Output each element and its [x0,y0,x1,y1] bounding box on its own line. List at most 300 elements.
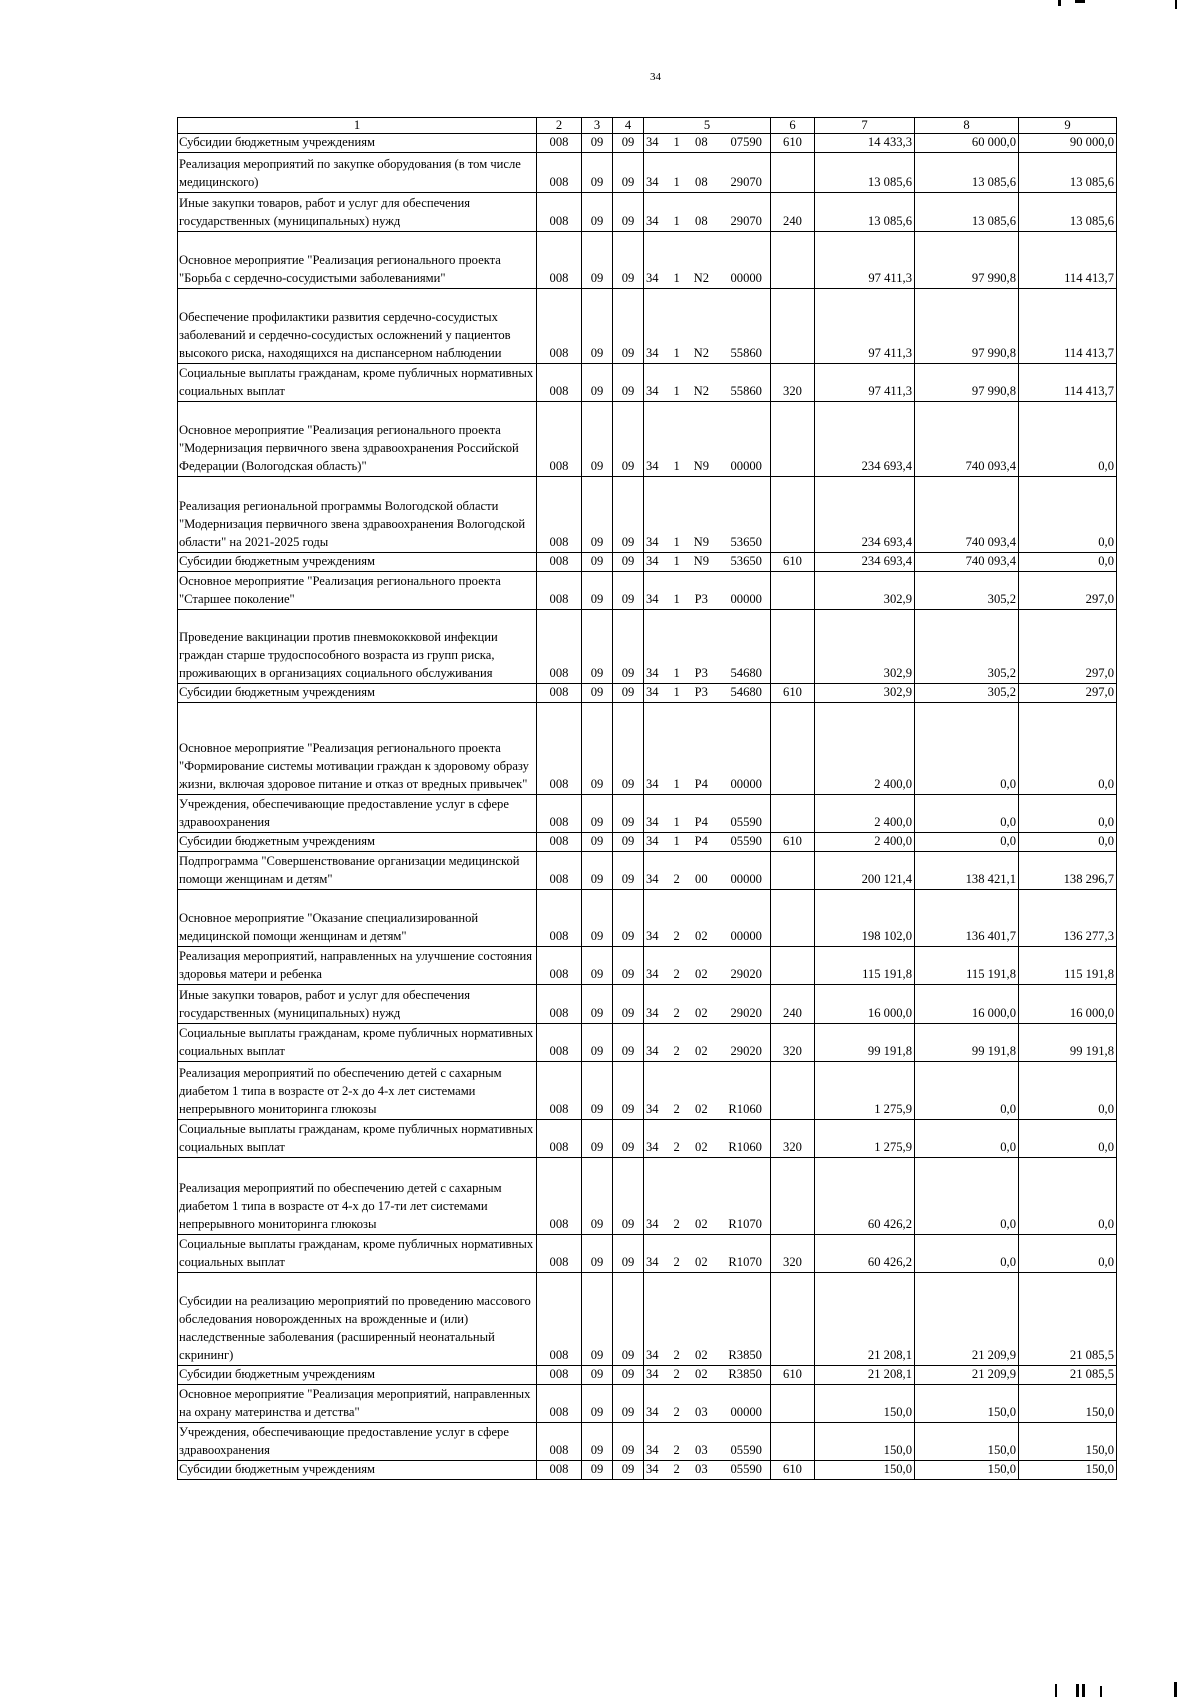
expense-name: Социальные выплаты гражданам, кроме публичных нормативных социальных выплат [178,1234,537,1272]
table-row [178,1157,1117,1234]
subsection-code: 09 [613,609,644,683]
table-row [178,288,1117,363]
program-code: 34 [646,175,659,189]
ministry-code: 008 [537,702,582,794]
amount-col-7: 234 693,4 [815,552,915,571]
subsection-code: 09 [613,552,644,571]
event-code: 03 [695,1462,708,1476]
expense-type-code [771,1272,815,1365]
header-cell: 5 [644,118,771,134]
expense-type-code: 610 [771,1365,815,1384]
target-article-code [644,1384,771,1422]
table-row [178,152,1117,192]
expense-name: Субсидии бюджетным учреждениям [178,1460,537,1479]
subsection-code: 09 [613,1023,644,1061]
subprogram-code: 2 [673,872,680,886]
section-code: 09 [582,851,613,889]
event-code: N9 [693,535,710,549]
amount-col-7: 1 275,9 [815,1119,915,1157]
expense-name: Субсидии на реализацию мероприятий по проведению массового обследования новорожденных на врожденные и (или) наследственные заболевания (расширенный неонатальный скрининг) [178,1272,537,1365]
target-article-code [644,1422,771,1460]
amount-col-8: 21 209,9 [915,1272,1019,1365]
amount-col-9: 0,0 [1019,1157,1117,1234]
section-code: 09 [582,1234,613,1272]
target-article-code [644,851,771,889]
target-article-code [644,683,771,702]
table-row [178,683,1117,702]
subprogram-code: 1 [673,535,680,549]
program-code: 34 [646,1367,659,1381]
amount-col-9: 99 191,8 [1019,1023,1117,1061]
direction-code: 05590 [730,834,762,848]
subsection-code: 09 [613,1460,644,1479]
expense-type-code [771,476,815,552]
target-article-code [644,288,771,363]
expense-name: Основное мероприятие "Реализация регионального проекта "Старшее поколение" [178,571,537,609]
amount-col-9: 150,0 [1019,1422,1117,1460]
ministry-code: 008 [537,832,582,851]
expense-name: Основное мероприятие "Реализация регионального проекта "Формирование системы мотивации граждан к здоровому образу жизни, включая здоровое питание и отказ от вредных привычек" [178,702,537,794]
expense-type-code [771,609,815,683]
section-code: 09 [582,1272,613,1365]
subprogram-code: 2 [673,1348,680,1362]
subprogram-code: 2 [673,1140,680,1154]
table-row [178,889,1117,946]
target-article-code [644,609,771,683]
amount-col-9: 21 085,5 [1019,1272,1117,1365]
event-code: 02 [695,1044,708,1058]
subsection-code: 09 [613,1061,644,1119]
subsection-code: 09 [613,134,644,153]
table-row [178,1460,1117,1479]
expense-type-code: 320 [771,1023,815,1061]
table-row [178,1272,1117,1365]
amount-col-8: 150,0 [915,1422,1019,1460]
expense-name: Основное мероприятие "Реализация мероприятий, направленных на охрану материнства и детства" [178,1384,537,1422]
amount-col-9: 297,0 [1019,571,1117,609]
amount-col-7: 60 426,2 [815,1234,915,1272]
subprogram-code: 1 [673,834,680,848]
amount-col-8: 13 085,6 [915,192,1019,231]
amount-col-7: 198 102,0 [815,889,915,946]
table-row [178,231,1117,288]
ministry-code: 008 [537,476,582,552]
amount-col-7: 97 411,3 [815,288,915,363]
expense-name: Основное мероприятие "Оказание специализированной медицинской помощи женщинам и детям" [178,889,537,946]
expense-type-code [771,288,815,363]
direction-code: 00000 [730,929,762,943]
amount-col-8: 13 085,6 [915,152,1019,192]
ministry-code: 008 [537,1365,582,1384]
program-code: 34 [646,1255,659,1269]
expense-type-code [771,946,815,984]
header-cell: 2 [537,118,582,134]
subprogram-code: 2 [673,967,680,981]
event-code: N2 [693,384,710,398]
subprogram-code: 1 [673,346,680,360]
amount-col-9: 297,0 [1019,683,1117,702]
expense-name: Реализация мероприятий по обеспечению детей с сахарным диабетом 1 типа в возрасте от 2-х до 4-х лет системами непрерывного мониторинга глюкозы [178,1061,537,1119]
direction-code: R3850 [728,1367,762,1381]
subprogram-code: 2 [673,1405,680,1419]
subprogram-code: 1 [673,459,680,473]
amount-col-9: 0,0 [1019,1119,1117,1157]
program-code: 34 [646,459,659,473]
expense-name: Субсидии бюджетным учреждениям [178,832,537,851]
expense-type-code [771,851,815,889]
expense-name: Социальные выплаты гражданам, кроме публичных нормативных социальных выплат [178,1023,537,1061]
ministry-code: 008 [537,1422,582,1460]
event-code: P3 [694,592,708,606]
target-article-code [644,984,771,1023]
subprogram-code: 2 [673,1102,680,1116]
direction-code: 29070 [730,214,762,228]
subsection-code: 09 [613,1272,644,1365]
target-article-code [644,1119,771,1157]
amount-col-7: 302,9 [815,683,915,702]
table-row [178,1365,1117,1384]
ministry-code: 008 [537,231,582,288]
direction-code: 00000 [730,459,762,473]
expense-type-code [771,152,815,192]
ministry-code: 008 [537,683,582,702]
amount-col-9: 114 413,7 [1019,231,1117,288]
ministry-code: 008 [537,1061,582,1119]
target-article-code [644,1460,771,1479]
event-code: 02 [695,1348,708,1362]
subsection-code: 09 [613,702,644,794]
table-row [178,1023,1117,1061]
scan-mark [1055,1684,1057,1697]
ministry-code: 008 [537,1460,582,1479]
expense-type-code [771,1157,815,1234]
target-article-code [644,794,771,832]
target-article-code [644,476,771,552]
amount-col-7: 97 411,3 [815,363,915,401]
direction-code: 05590 [730,1462,762,1476]
amount-col-7: 2 400,0 [815,794,915,832]
subsection-code: 09 [613,851,644,889]
header-cell: 8 [915,118,1019,134]
amount-col-8: 97 990,8 [915,288,1019,363]
target-article-code [644,571,771,609]
expense-name: Основное мероприятие "Реализация регионального проекта "Борьба с сердечно-сосудистыми заболеваниями" [178,231,537,288]
table-row [178,1384,1117,1422]
target-article-code [644,946,771,984]
subprogram-code: 2 [673,1006,680,1020]
event-code: 02 [695,1367,708,1381]
event-code: P3 [694,685,708,699]
header-cell: 6 [771,118,815,134]
amount-col-8: 740 093,4 [915,552,1019,571]
table-row [178,702,1117,794]
subprogram-code: 1 [673,554,680,568]
subsection-code: 09 [613,476,644,552]
subprogram-code: 2 [673,1462,680,1476]
subprogram-code: 2 [673,1217,680,1231]
section-code: 09 [582,1460,613,1479]
section-code: 09 [582,571,613,609]
target-article-code [644,1023,771,1061]
expense-name: Реализация региональной программы Вологодской области "Модернизация первичного звена здравоохранения Вологодской области" на 2021-2025 годы [178,476,537,552]
amount-col-8: 136 401,7 [915,889,1019,946]
ministry-code: 008 [537,1234,582,1272]
expense-name: Учреждения, обеспечивающие предоставление услуг в сфере здравоохранения [178,794,537,832]
table-row [178,552,1117,571]
expense-name: Основное мероприятие "Реализация регионального проекта "Модернизация первичного звена здравоохранения Российской Федерации (Вологодская область)" [178,401,537,476]
subsection-code: 09 [613,1119,644,1157]
table-row [178,1422,1117,1460]
program-code: 34 [646,815,659,829]
subprogram-code: 2 [673,1367,680,1381]
program-code: 34 [646,1443,659,1457]
scan-mark [1076,1684,1079,1697]
table-row [178,1061,1117,1119]
ministry-code: 008 [537,363,582,401]
amount-col-7: 13 085,6 [815,192,915,231]
amount-col-7: 150,0 [815,1384,915,1422]
scan-mark [1100,1686,1102,1697]
expense-name: Социальные выплаты гражданам, кроме публичных нормативных социальных выплат [178,1119,537,1157]
ministry-code: 008 [537,794,582,832]
target-article-code [644,1157,771,1234]
amount-col-8: 138 421,1 [915,851,1019,889]
amount-col-9: 138 296,7 [1019,851,1117,889]
amount-col-8: 740 093,4 [915,476,1019,552]
event-code: N9 [693,459,710,473]
amount-col-7: 234 693,4 [815,401,915,476]
ministry-code: 008 [537,134,582,153]
direction-code: R1060 [728,1102,762,1116]
budget-table [177,117,1117,1480]
amount-col-8: 150,0 [915,1460,1019,1479]
section-code: 09 [582,152,613,192]
amount-col-9: 21 085,5 [1019,1365,1117,1384]
subsection-code: 09 [613,1234,644,1272]
section-code: 09 [582,1384,613,1422]
amount-col-9: 115 191,8 [1019,946,1117,984]
expense-type-code: 610 [771,1460,815,1479]
program-code: 34 [646,1102,659,1116]
direction-code: R1070 [728,1217,762,1231]
expense-name: Проведение вакцинации против пневмококковой инфекции граждан старше трудоспособного возраста из групп риска, проживающих в организациях социального обслуживания [178,609,537,683]
subsection-code: 09 [613,571,644,609]
ministry-code: 008 [537,1023,582,1061]
ministry-code: 008 [537,552,582,571]
expense-type-code [771,794,815,832]
program-code: 34 [646,554,659,568]
section-code: 09 [582,363,613,401]
subprogram-code: 1 [673,815,680,829]
section-code: 09 [582,889,613,946]
header-cell: 7 [815,118,915,134]
subprogram-code: 2 [673,1044,680,1058]
table-row [178,984,1117,1023]
event-code: P3 [694,666,708,680]
direction-code: 29020 [730,967,762,981]
subprogram-code: 2 [673,929,680,943]
ministry-code: 008 [537,1157,582,1234]
section-code: 09 [582,702,613,794]
header-cell: 1 [178,118,537,134]
expense-name: Подпрограмма "Совершенствование организации медицинской помощи женщинам и детям" [178,851,537,889]
amount-col-7: 13 085,6 [815,152,915,192]
subsection-code: 09 [613,984,644,1023]
program-code: 34 [646,1217,659,1231]
section-code: 09 [582,192,613,231]
amount-col-8: 0,0 [915,702,1019,794]
expense-type-code [771,401,815,476]
scan-mark [1175,0,1177,9]
expense-type-code [771,571,815,609]
ministry-code: 008 [537,288,582,363]
program-code: 34 [646,1348,659,1362]
expense-name: Учреждения, обеспечивающие предоставление услуг в сфере здравоохранения [178,1422,537,1460]
event-code: N2 [693,271,710,285]
program-code: 34 [646,592,659,606]
expense-name: Субсидии бюджетным учреждениям [178,1365,537,1384]
amount-col-8: 60 000,0 [915,134,1019,153]
amount-col-8: 0,0 [915,1119,1019,1157]
expense-type-code: 320 [771,1234,815,1272]
direction-code: 00000 [730,777,762,791]
header-cell: 3 [582,118,613,134]
subprogram-code: 2 [673,1255,680,1269]
amount-col-7: 150,0 [815,1460,915,1479]
table-row [178,1234,1117,1272]
section-code: 09 [582,1023,613,1061]
subsection-code: 09 [613,192,644,231]
subsection-code: 09 [613,1384,644,1422]
ministry-code: 008 [537,1272,582,1365]
table-row [178,192,1117,231]
subprogram-code: 1 [673,175,680,189]
amount-col-7: 302,9 [815,609,915,683]
amount-col-7: 150,0 [815,1422,915,1460]
direction-code: 54680 [730,685,762,699]
target-article-code [644,889,771,946]
amount-col-9: 0,0 [1019,401,1117,476]
program-code: 34 [646,214,659,228]
table-row [178,363,1117,401]
amount-col-9: 0,0 [1019,702,1117,794]
subprogram-code: 1 [673,271,680,285]
amount-col-8: 97 990,8 [915,363,1019,401]
subprogram-code: 1 [673,666,680,680]
amount-col-9: 150,0 [1019,1384,1117,1422]
amount-col-7: 302,9 [815,571,915,609]
target-article-code [644,1061,771,1119]
scan-mark [1058,0,1061,6]
ministry-code: 008 [537,401,582,476]
header-cell: 9 [1019,118,1117,134]
event-code: 02 [695,967,708,981]
expense-type-code [771,231,815,288]
amount-col-7: 14 433,3 [815,134,915,153]
event-code: 00 [695,872,708,886]
expense-type-code [771,1384,815,1422]
direction-code: R3850 [728,1348,762,1362]
direction-code: 00000 [730,872,762,886]
subprogram-code: 1 [673,135,680,149]
subsection-code: 09 [613,231,644,288]
subsection-code: 09 [613,401,644,476]
scan-mark [1082,1684,1085,1697]
program-code: 34 [646,967,659,981]
program-code: 34 [646,1044,659,1058]
expense-type-code: 320 [771,1119,815,1157]
event-code: 03 [695,1405,708,1419]
header-cell: 4 [613,118,644,134]
event-code: N2 [693,346,710,360]
ministry-code: 008 [537,192,582,231]
program-code: 34 [646,1140,659,1154]
event-code: 08 [695,135,708,149]
expense-name: Иные закупки товаров, работ и услуг для обеспечения государственных (муниципальных) нужд [178,192,537,231]
section-code: 09 [582,401,613,476]
subsection-code: 09 [613,832,644,851]
section-code: 09 [582,946,613,984]
direction-code: 07590 [730,135,762,149]
event-code: P4 [694,834,708,848]
amount-col-8: 0,0 [915,1157,1019,1234]
amount-col-9: 0,0 [1019,1061,1117,1119]
expense-type-code: 320 [771,363,815,401]
direction-code: 05590 [730,1443,762,1457]
direction-code: 54680 [730,666,762,680]
target-article-code [644,401,771,476]
event-code: 02 [695,1217,708,1231]
amount-col-7: 115 191,8 [815,946,915,984]
amount-col-8: 305,2 [915,683,1019,702]
event-code: 02 [695,929,708,943]
amount-col-9: 0,0 [1019,1234,1117,1272]
amount-col-9: 16 000,0 [1019,984,1117,1023]
event-code: 02 [695,1006,708,1020]
direction-code: 53650 [730,554,762,568]
event-code: 02 [695,1255,708,1269]
program-code: 34 [646,1462,659,1476]
section-code: 09 [582,683,613,702]
direction-code: 00000 [730,592,762,606]
event-code: 08 [695,175,708,189]
expense-type-code: 240 [771,192,815,231]
expense-name: Обеспечение профилактики развития сердечно-сосудистых заболеваний и сердечно-сосудистых осложнений у пациентов высокого риска, находящихся на диспансерном наблюдении [178,288,537,363]
page-number: 34 [650,71,661,83]
direction-code: 29020 [730,1044,762,1058]
amount-col-9: 90 000,0 [1019,134,1117,153]
target-article-code [644,832,771,851]
section-code: 09 [582,1061,613,1119]
expense-name: Субсидии бюджетным учреждениям [178,552,537,571]
subsection-code: 09 [613,363,644,401]
section-code: 09 [582,1157,613,1234]
amount-col-9: 114 413,7 [1019,288,1117,363]
section-code: 09 [582,794,613,832]
expense-name: Субсидии бюджетным учреждениям [178,134,537,153]
expense-name: Социальные выплаты гражданам, кроме публичных нормативных социальных выплат [178,363,537,401]
program-code: 34 [646,346,659,360]
amount-col-9: 13 085,6 [1019,152,1117,192]
amount-col-7: 2 400,0 [815,832,915,851]
expense-name: Субсидии бюджетным учреждениям [178,683,537,702]
amount-col-7: 60 426,2 [815,1157,915,1234]
program-code: 34 [646,834,659,848]
table-row [178,401,1117,476]
program-code: 34 [646,384,659,398]
ministry-code: 008 [537,571,582,609]
program-code: 34 [646,135,659,149]
